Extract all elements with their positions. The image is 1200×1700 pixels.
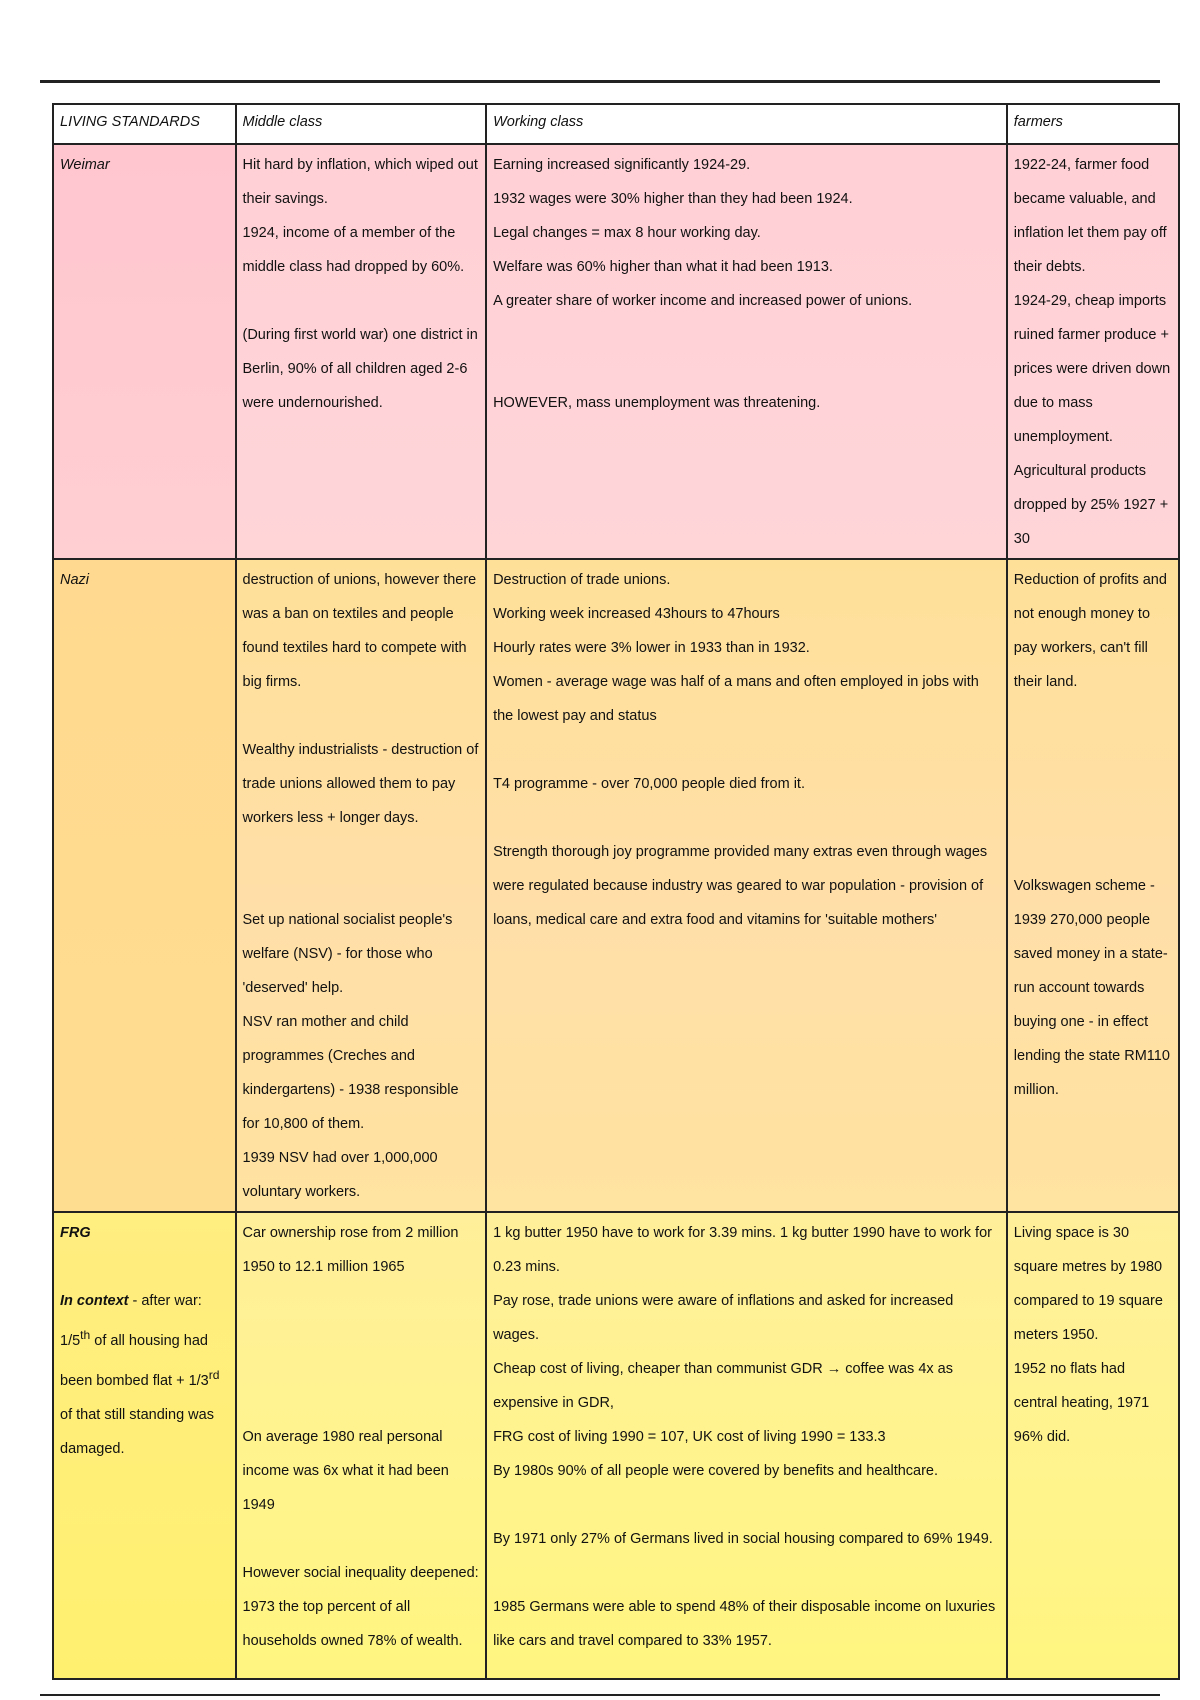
frg-middle-p2: On average 1980 real personal income was 6x what it had been 1949 bbox=[242, 1429, 449, 1513]
frg-context-label: In context bbox=[60, 1293, 129, 1309]
nazi-working-l2: Working week increased 43hours to 47hours bbox=[493, 606, 780, 622]
nazi-working-l1: Destruction of trade unions. bbox=[493, 572, 671, 588]
nazi-working-l4: Women - average wage was half of a mans and often employed in jobs with the lowest pay and status bbox=[493, 674, 979, 724]
weimar-working-l1: Earning increased significantly 1924-29. bbox=[493, 157, 751, 173]
nazi-farmers-p2: Volkswagen scheme - 1939 270,000 people saved money in a state-run account towards buying one - in effect lending the state RM110 million. bbox=[1013, 878, 1170, 1098]
weimar-farmers-p1: 1922-24, farmer food became valuable, and inflation let them pay off their debts. bbox=[1013, 157, 1167, 275]
frg-farmers-p1: Living space is 30 square metres by 1980 compared to 19 square meters 1950. bbox=[1013, 1225, 1163, 1343]
weimar-working-l2: 1932 wages were 30% higher than they had been 1924. bbox=[493, 191, 853, 207]
frg-farmers-p2: 1952 no flats had central heating, 1971 96% did. bbox=[1013, 1361, 1150, 1445]
frg-label-cell bbox=[53, 1212, 236, 1679]
frg-context-rest: - after war: bbox=[128, 1293, 202, 1309]
header-working-class: Working class bbox=[486, 104, 1007, 144]
frg-housing-note bbox=[60, 1318, 229, 1466]
weimar-working-l6: HOWEVER, mass unemployment was threatening. bbox=[493, 395, 821, 411]
bottom-rule bbox=[40, 1694, 1160, 1696]
weimar-middle-p3: (During first world war) one district in Berlin, 90% of all children aged 2-6 were undernourished. bbox=[242, 327, 478, 411]
frg-working-l5: By 1980s 90% of all people were covered by benefits and healthcare. bbox=[493, 1463, 939, 1479]
frg-housing-b-sup: rd bbox=[208, 1367, 220, 1382]
row-weimar bbox=[53, 144, 1179, 559]
frg-working-l4: FRG cost of living 1990 = 107, UK cost of living 1990 = 133.3 bbox=[493, 1429, 886, 1445]
header-living-standards: LIVING STANDARDS bbox=[53, 104, 236, 144]
frg-middle-class-cell bbox=[236, 1212, 487, 1679]
weimar-farmers-p2: 1924-29, cheap imports ruined farmer produce + prices were driven down due to mass unemployment. bbox=[1013, 293, 1171, 445]
frg-working-l7: 1985 Germans were able to spend 48% of their disposable income on luxuries like cars and travel compared to 33% 1957. bbox=[493, 1599, 996, 1649]
frg-working-l2: Pay rose, trade unions were aware of inflations and asked for increased wages. bbox=[493, 1293, 954, 1343]
weimar-working-l3: Legal changes = max 8 hour working day. bbox=[493, 225, 761, 241]
weimar-farmers-cell bbox=[1007, 144, 1179, 559]
frg-farmers-cell bbox=[1007, 1212, 1179, 1679]
frg-context bbox=[60, 1284, 229, 1318]
frg-housing-a-sup: th bbox=[80, 1328, 91, 1342]
living-standards-table bbox=[52, 103, 1180, 1680]
nazi-middle-p2: Wealthy industrialists - destruction of trade unions allowed them to pay workers less + longer days. bbox=[242, 742, 479, 826]
header-row bbox=[53, 104, 1179, 144]
weimar-middle-class-cell bbox=[236, 144, 487, 559]
row-label-frg: FRG bbox=[60, 1225, 91, 1241]
nazi-working-l5: T4 programme - over 70,000 people died from it. bbox=[493, 776, 805, 792]
frg-working-l3: Cheap cost of living, cheaper than communist GDR → coffee was 4x as expensive in GDR, bbox=[493, 1361, 953, 1411]
weimar-middle-p2: 1924, income of a member of the middle class had dropped by 60%. bbox=[242, 225, 465, 275]
header-middle-class: Middle class bbox=[236, 104, 487, 144]
nazi-farmers-cell bbox=[1007, 559, 1179, 1212]
weimar-working-l5: A greater share of worker income and increased power of unions. bbox=[493, 293, 913, 309]
frg-working-l6: By 1971 only 27% of Germans lived in social housing compared to 69% 1949. bbox=[493, 1531, 993, 1547]
weimar-middle-p1: Hit hard by inflation, which wiped out their savings. bbox=[242, 157, 478, 207]
row-label-nazi: Nazi bbox=[53, 559, 236, 1212]
nazi-working-class-cell bbox=[486, 559, 1007, 1212]
weimar-working-l4: Welfare was 60% higher than what it had been 1913. bbox=[493, 259, 833, 275]
row-frg bbox=[53, 1212, 1179, 1679]
frg-working-class-cell bbox=[486, 1212, 1007, 1679]
nazi-farmers-p1: Reduction of profits and not enough money to pay workers, can't fill their land. bbox=[1013, 572, 1167, 690]
nazi-working-l6: Strength thorough joy programme provided many extras even through wages were regulated because industry was geared to war population - provision of loans, medical care and extra food and vitamins for 'suitable mothers' bbox=[493, 844, 988, 928]
nazi-working-l3: Hourly rates were 3% lower in 1933 than in 1932. bbox=[493, 640, 810, 656]
nazi-middle-p1: destruction of unions, however there was a ban on textiles and people found textiles hard to compete with big firms. bbox=[242, 572, 477, 690]
row-label-weimar: Weimar bbox=[53, 144, 236, 559]
top-rule bbox=[40, 80, 1160, 83]
nazi-middle-p4: NSV ran mother and child programmes (Creches and kindergartens) - 1938 responsible for 10,800 of them. bbox=[242, 1014, 459, 1132]
row-nazi bbox=[53, 559, 1179, 1212]
weimar-working-class-cell bbox=[486, 144, 1007, 559]
frg-housing-a-text: of all housing had been bombed flat + bbox=[60, 1332, 208, 1389]
nazi-middle-p3: Set up national socialist people's welfare (NSV) - for those who 'deserved' help. bbox=[242, 912, 453, 996]
nazi-middle-p5: 1939 NSV had over 1,000,000 voluntary workers. bbox=[242, 1150, 438, 1200]
frg-housing-b-text: of that still standing was damaged. bbox=[60, 1406, 214, 1457]
frg-middle-p3: However social inequality deepened: 1973 the top percent of all households owned 78% of wealth. bbox=[242, 1565, 479, 1649]
frg-working-l1: 1 kg butter 1950 have to work for 3.39 mins. 1 kg butter 1990 have to work for 0.23 mins. bbox=[493, 1225, 992, 1275]
nazi-middle-class-cell bbox=[236, 559, 487, 1212]
frg-housing-b-num: 1/3 bbox=[188, 1372, 209, 1389]
frg-housing-a-num: 1/5 bbox=[60, 1332, 81, 1349]
weimar-farmers-p3: Agricultural products dropped by 25% 1927 + 30 bbox=[1013, 463, 1169, 547]
header-farmers: farmers bbox=[1007, 104, 1179, 144]
frg-middle-p1: Car ownership rose from 2 million 1950 to 12.1 million 1965 bbox=[242, 1225, 459, 1275]
